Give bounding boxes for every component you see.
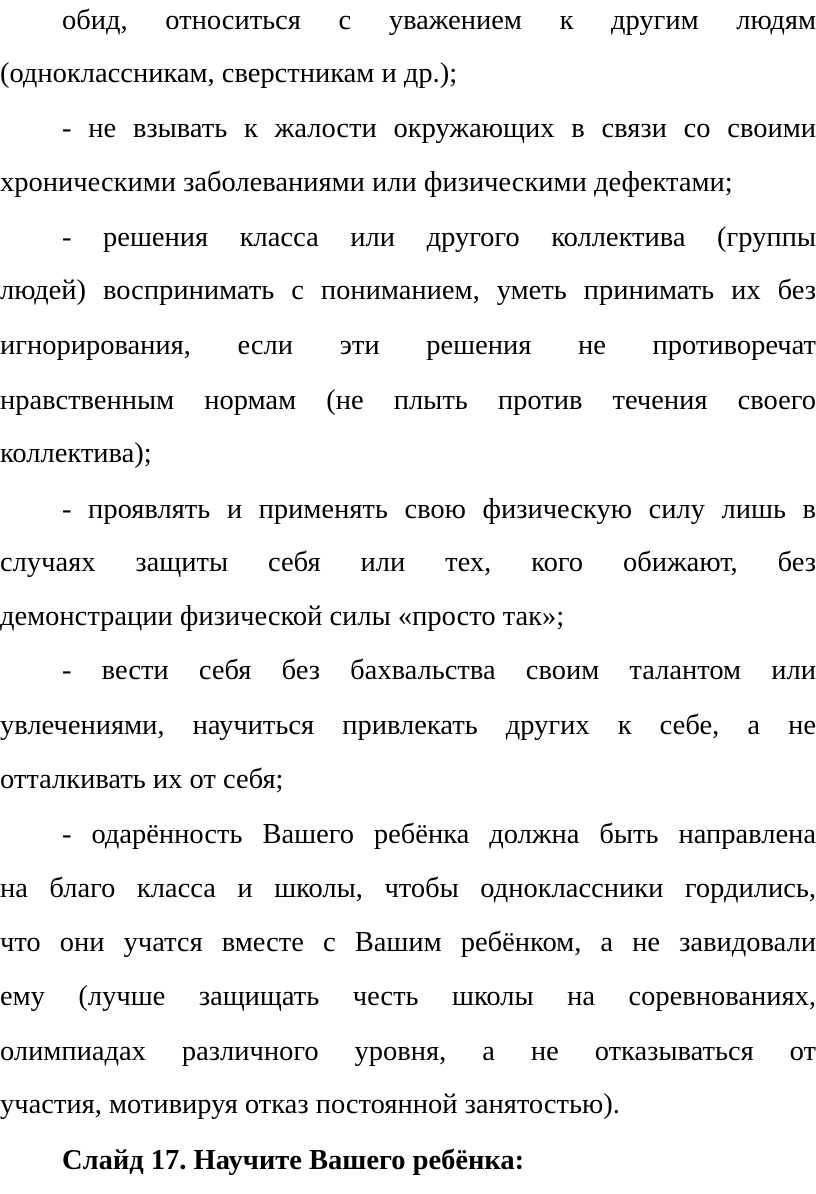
text-line: людей) воспринимать с пониманием, уметь принимать их без: [0, 275, 816, 306]
text-line: (одноклассникам, сверстникам и др.);: [0, 58, 458, 89]
text-line: случаях защиты себя или тех, кого обижают, без: [0, 547, 816, 578]
text-line: - проявлять и применять свою физическую силу лишь в: [62, 494, 816, 525]
text-line: демонстрации физической силы «просто так»;: [0, 601, 565, 632]
text-line: участия, мотивируя отказ постоянной занятостью).: [0, 1089, 620, 1120]
text-line: хроническими заболеваниями или физическими дефектами;: [0, 167, 733, 198]
text-line: - одарённость Вашего ребёнка должна быть направлена: [62, 819, 816, 850]
slide-heading: Слайд 17. Научите Вашего ребёнка:: [62, 1145, 525, 1176]
text-line: увлечениями, научиться привлекать других к себе, а не: [0, 710, 816, 741]
text-line: отталкивать их от себя;: [0, 764, 284, 795]
text-line: - вести себя без бахвальства своим талантом или: [62, 655, 816, 686]
text-line: на благо класса и школы, чтобы одноклассники гордились,: [0, 873, 816, 904]
text-line: - не взывать к жалости окружающих в связи со своими: [62, 113, 816, 144]
text-line: - решения класса или другого коллектива (группы: [62, 222, 816, 253]
text-line: обид, относиться с уважением к другим людям: [62, 5, 816, 36]
text-line: ему (лучше защищать честь школы на соревнованиях,: [0, 981, 816, 1012]
text-line: что они учатся вместе с Вашим ребёнком, а не завидовали: [0, 927, 816, 958]
text-line: игнорирования, если эти решения не противоречат: [0, 330, 816, 361]
text-line: нравственным нормам (не плыть против течения своего: [0, 385, 816, 416]
text-line: коллектива);: [0, 438, 152, 469]
text-line: олимпиадах различного уровня, а не отказываться от: [0, 1036, 816, 1067]
